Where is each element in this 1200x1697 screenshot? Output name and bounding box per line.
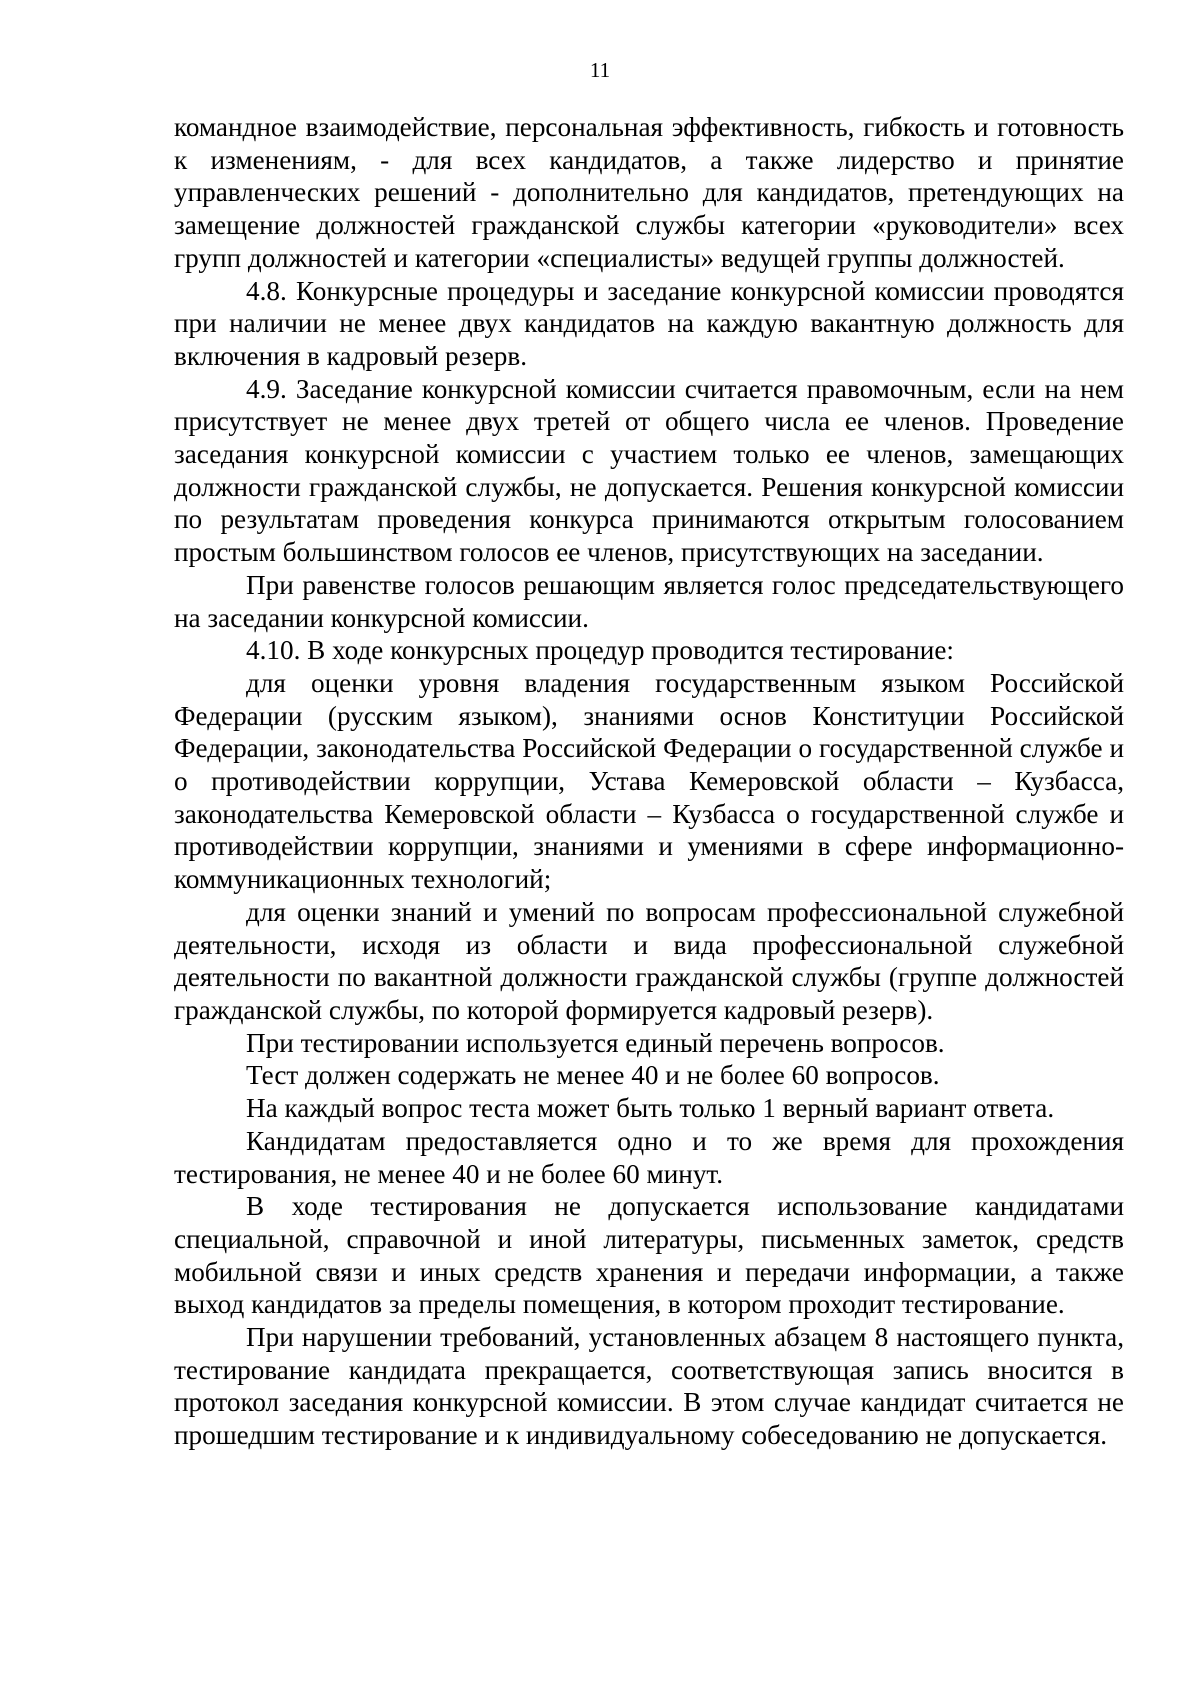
paragraph-competencies-continuation: командное взаимодействие, персональная эффективность, гибкость и готовность к изменениям, - для всех кандидатов, а также лидерство и принятие управленческих решений - дополнительно для кандидатов, претендующих на замещение должностей гражданской службы категории «руководители» всех групп должностей и категории «специалисты» ведущей группы должностей. (174, 112, 1124, 273)
paragraph-tie-vote: При равенстве голосов решающим является голос председательствующего на заседании конкурсной комиссии. (174, 569, 1124, 633)
paragraph-4-9: 4.9. Заседание конкурсной комиссии считается правомочным, если на нем присутствует не менее двух третей от общего числа ее членов. Проведение заседания конкурсной комиссии с участием только ее членов, замещающих должности гражданской службы, не допускается. Решения конкурсной комиссии по результатам проведения конкурса принимаются открытым голосованием простым большинством голосов ее членов, присутствующих на заседании. (174, 373, 1124, 568)
paragraph-test-time: Кандидатам предоставляется одно и то же время для прохождения тестирования, не менее 40 и не более 60 минут. (174, 1125, 1124, 1189)
paragraph-violation: При нарушении требований, установленных абзацем 8 настоящего пункта, тестирование кандидата прекращается, соответствующая запись вносится в протокол заседания конкурсной комиссии. В этом случае кандидат считается не прошедшим тестирование и к индивидуальному собеседованию не допускается. (174, 1322, 1124, 1451)
paragraph-prohibitions: В ходе тестирования не допускается использование кандидатами специальной, справочной и иной литературы, письменных заметок, средств мобильной связи и иных средств хранения и передачи информации, а также выход кандидатов за пределы помещения, в котором проходит тестирование. (174, 1191, 1124, 1320)
paragraph-test-language-law: для оценки уровня владения государственным языком Российской Федерации (русским языком), знаниями основ Конституции Российской Федерации, законодательства Российской Федерации о государственной службе и о противодействии коррупции, Устава Кемеровской области – Кузбасса, законодательства Кемеровской области – Кузбасса о государственной службе и противодействии коррупции, знаниями и умениями в сфере информационно-коммуникационных технологий; (174, 667, 1124, 895)
paragraph-answer-variant: На каждый вопрос теста может быть только 1 верный вариант ответа. (246, 1093, 1055, 1124)
paragraph-test-professional: для оценки знаний и умений по вопросам профессиональной служебной деятельности, исходя из области и вида профессиональной служебной деятельности по вакантной должности гражданской службы (группе должностей гражданской службы, по которой формируется кадровый резерв). (174, 896, 1124, 1025)
paragraph-question-list: При тестировании используется единый перечень вопросов. (246, 1027, 945, 1058)
paragraph-4-8: 4.8. Конкурсные процедуры и заседание конкурсной комиссии проводятся при наличии не менее двух кандидатов на каждую вакантную должность для включения в кадровый резерв. (174, 275, 1124, 371)
page-number: 11 (589, 58, 611, 82)
document-body (174, 111, 1124, 1452)
paragraph-4-10: 4.10. В ходе конкурсных процедур проводится тестирование: (246, 635, 954, 666)
paragraph-question-count: Тест должен содержать не менее 40 и не более 60 вопросов. (246, 1060, 940, 1091)
